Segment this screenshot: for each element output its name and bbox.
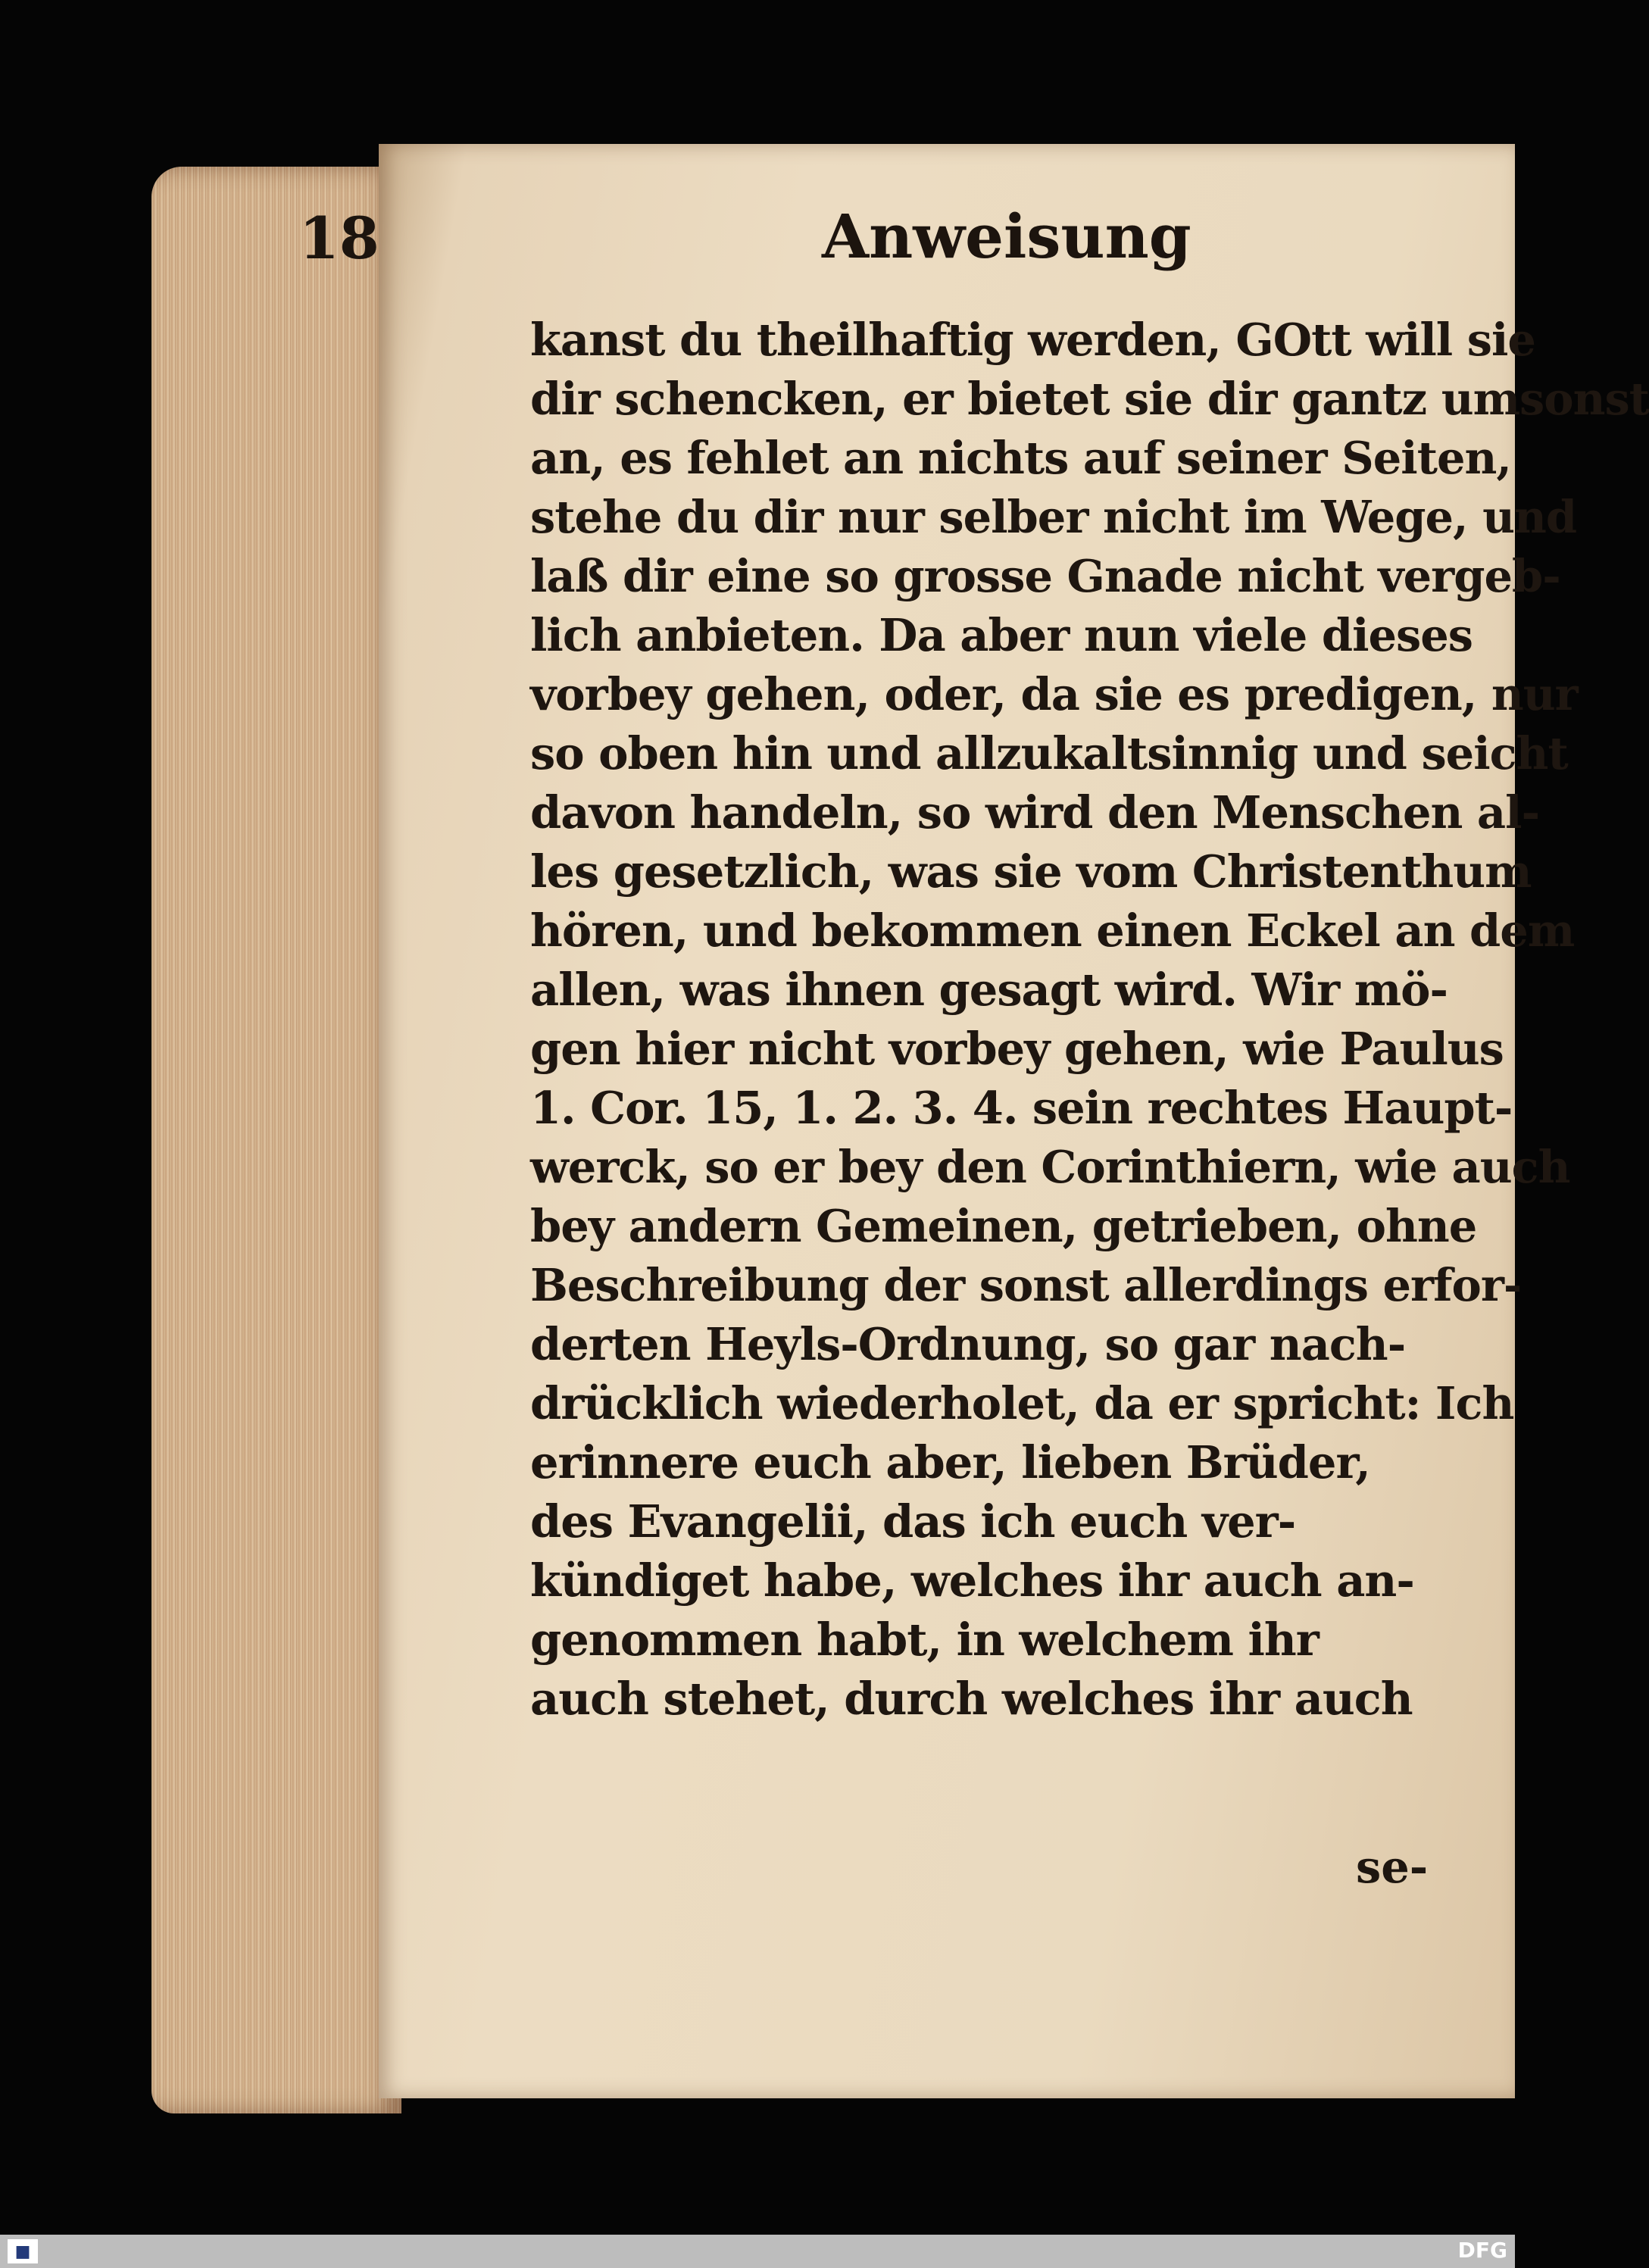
text-line: Beschreibung der sonst allerdings erfor- (530, 1259, 1522, 1311)
catchword: se- (1356, 1841, 1429, 1893)
text-line: bey andern Gemeinen, getrieben, ohne (530, 1200, 1477, 1252)
text-block (530, 311, 1649, 1729)
text-line: hören, und bekommen einen Eckel an dem (530, 904, 1575, 957)
page-edges (151, 167, 401, 2113)
text-line: drücklich wiederholet, da er spricht: Ich (530, 1377, 1514, 1429)
text-line: erinnere euch aber, lieben Brüder, (530, 1436, 1370, 1489)
text-line: kanst du theilhaftig werden, GOtt will sie (530, 314, 1535, 366)
text-line: les gesetzlich, was sie vom Christenthum (530, 845, 1532, 898)
text-line: dir schencken, er bietet sie dir gantz umsonst (530, 373, 1649, 425)
text-line: lich anbieten. Da aber nun viele dieses (530, 609, 1473, 661)
text-line: laß dir eine so grosse Gnade nicht vergeb- (530, 550, 1560, 602)
text-line: allen, was ihnen gesagt wird. Wir mö- (530, 964, 1448, 1016)
text-line: genommen habt, in welchem ihr (530, 1614, 1319, 1666)
text-line: davon handeln, so wird den Menschen al- (530, 786, 1540, 839)
text-line: derten Heyls-Ordnung, so gar nach- (530, 1318, 1406, 1370)
footer-bar (0, 2235, 1515, 2268)
dfg-label: DFG (1457, 2238, 1507, 2263)
text-line: 1. Cor. 15, 1. 2. 3. 4. sein rechtes Haupt- (530, 1082, 1513, 1134)
text-line: des Evangelii, das ich euch ver- (530, 1495, 1296, 1548)
institution-logo-icon: ■ (8, 2239, 38, 2263)
text-line: an, es fehlet an nichts auf seiner Seiten, (530, 432, 1511, 484)
text-line: kündiget habe, welches ihr auch an- (530, 1554, 1414, 1607)
text-line: stehe du dir nur selber nicht im Wege, und (530, 491, 1577, 543)
page-number: 18 (299, 205, 379, 272)
running-head: Anweisung (822, 201, 1191, 272)
text-line: vorbey gehen, oder, da sie es predigen, nur (530, 668, 1578, 720)
text-line: auch stehet, durch welches ihr auch (530, 1673, 1413, 1725)
text-line: so oben hin und allzukaltsinnig und seicht (530, 727, 1568, 779)
text-line: werck, so er bey den Corinthiern, wie auch (530, 1141, 1570, 1193)
text-line: gen hier nicht vorbey gehen, wie Paulus (530, 1023, 1504, 1075)
